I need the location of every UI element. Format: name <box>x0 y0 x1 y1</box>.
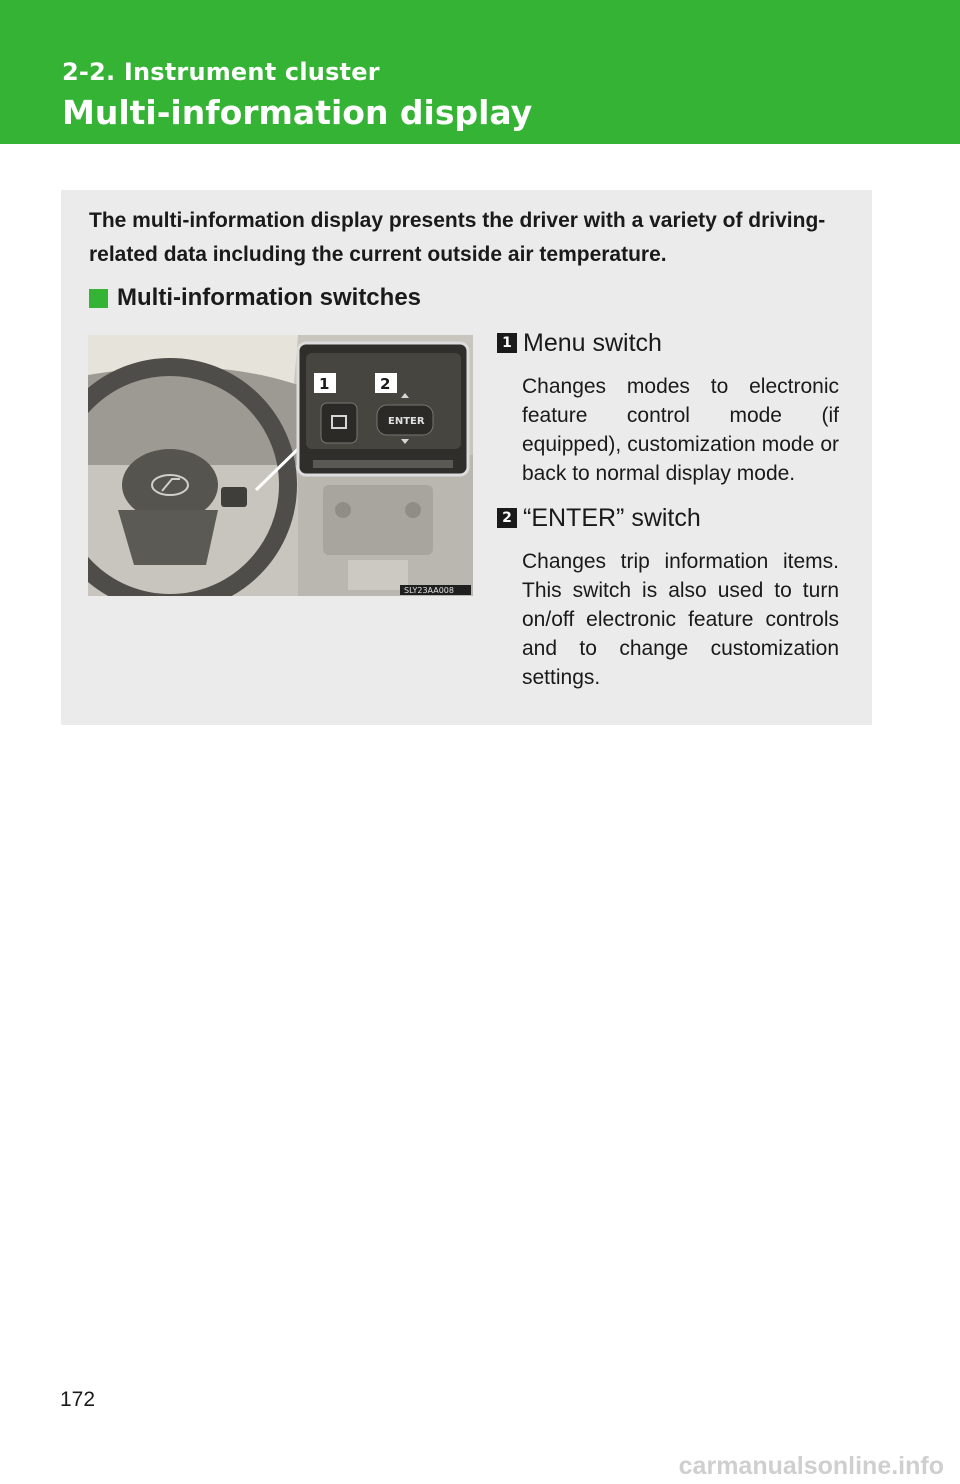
list-item <box>497 326 839 488</box>
subheading-text: Multi-information switches <box>117 284 422 311</box>
header-bar <box>0 0 960 144</box>
image-code: SLY23AA008 <box>404 586 454 595</box>
content-panel <box>61 190 872 725</box>
item-title-text: Menu switch <box>523 329 662 357</box>
list-item <box>497 501 839 692</box>
intro-paragraph: The multi-information display presents the driver with a variety of driving-related data including the current outside air temperature. <box>89 209 826 266</box>
section-label: 2-2. Instrument cluster <box>62 58 380 86</box>
subheading <box>89 284 421 312</box>
watermark: carmanualsonline.info <box>678 1452 944 1480</box>
dashboard-photo <box>88 335 473 596</box>
page-number: 172 <box>60 1388 96 1411</box>
item-title <box>497 326 839 360</box>
item-description: Changes trip information items. This switch is also used to turn on/off electronic feature controls and to change customization settings. <box>522 550 839 689</box>
number-badge: 1 <box>497 333 517 353</box>
page-title: Multi-information display <box>62 93 533 132</box>
square-bullet-icon <box>89 289 108 308</box>
callout-2: 2 <box>380 375 391 393</box>
item-title <box>497 501 839 535</box>
number-badge: 2 <box>497 508 517 528</box>
item-title-text: “ENTER” switch <box>523 504 701 532</box>
item-description: Changes modes to electronic feature control mode (if equipped), customization mode or back to normal display mode. <box>522 375 839 485</box>
callout-1: 1 <box>319 375 330 393</box>
enter-button-label: ENTER <box>388 416 425 427</box>
